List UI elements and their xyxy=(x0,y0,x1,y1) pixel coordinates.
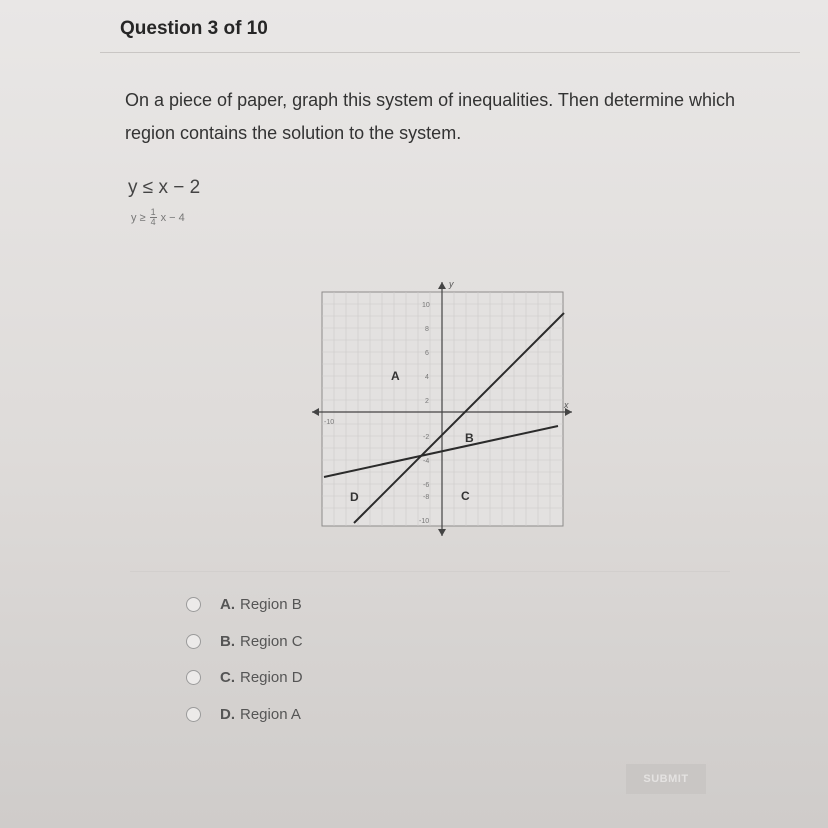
tick-label: -10 xyxy=(324,419,335,426)
tick-label: -4 xyxy=(423,458,430,465)
tick-label: 4 xyxy=(425,374,429,381)
options-divider xyxy=(130,571,730,572)
inequality-graph xyxy=(306,278,582,540)
option-b[interactable] xyxy=(186,633,303,650)
tick-label: 2 xyxy=(425,398,429,405)
inequality-2-lhs: y ≥ xyxy=(131,211,146,224)
fraction-denominator: 4 xyxy=(150,217,156,227)
tick-label: 8 xyxy=(425,326,429,333)
tick-label: 6 xyxy=(425,350,429,357)
fraction-numerator: 1 xyxy=(150,207,156,217)
option-label: Region B xyxy=(240,596,302,613)
radio-circle-icon[interactable] xyxy=(186,634,201,649)
inequality-1: y ≤ x − 2 xyxy=(128,177,201,198)
tick-label: -10 xyxy=(419,518,430,525)
region-label-a: A xyxy=(391,369,400,383)
option-a[interactable] xyxy=(186,596,302,613)
radio-circle-icon[interactable] xyxy=(186,597,201,612)
inequality-2-rhs: x − 4 xyxy=(160,211,185,224)
radio-circle-icon[interactable] xyxy=(186,670,201,685)
inequality-2 xyxy=(131,208,185,227)
option-letter: A. xyxy=(220,596,235,613)
x-axis-left-arrow-icon xyxy=(312,408,319,416)
option-c[interactable] xyxy=(186,669,303,686)
x-axis-label: x xyxy=(564,400,569,410)
option-label: Region A xyxy=(240,706,301,723)
region-label-b: B xyxy=(465,431,474,445)
tick-label: 10 xyxy=(422,302,430,309)
y-axis-up-arrow-icon xyxy=(438,282,446,289)
option-letter: D. xyxy=(220,706,235,723)
region-label-c: C xyxy=(461,489,470,503)
y-axis-label: y xyxy=(449,279,454,289)
inequality-2-fraction xyxy=(150,208,157,227)
tick-label: -8 xyxy=(423,494,430,501)
option-d[interactable] xyxy=(186,706,301,723)
tick-label: -6 xyxy=(423,482,430,489)
tick-label: -2 xyxy=(423,434,430,441)
header-divider xyxy=(100,52,800,53)
radio-circle-icon[interactable] xyxy=(186,707,201,722)
region-label-d: D xyxy=(350,490,359,504)
question-prompt: On a piece of paper, graph this system of inequalities. Then determine which region contains the solution to the system. xyxy=(125,90,736,143)
y-axis-down-arrow-icon xyxy=(438,529,446,536)
question-counter: Question 3 of 10 xyxy=(120,18,268,39)
option-label: Region D xyxy=(240,669,303,686)
option-letter: C. xyxy=(220,669,235,686)
option-letter: B. xyxy=(220,633,235,650)
option-label: Region C xyxy=(240,633,303,650)
submit-button[interactable]: SUBMIT xyxy=(626,764,706,794)
